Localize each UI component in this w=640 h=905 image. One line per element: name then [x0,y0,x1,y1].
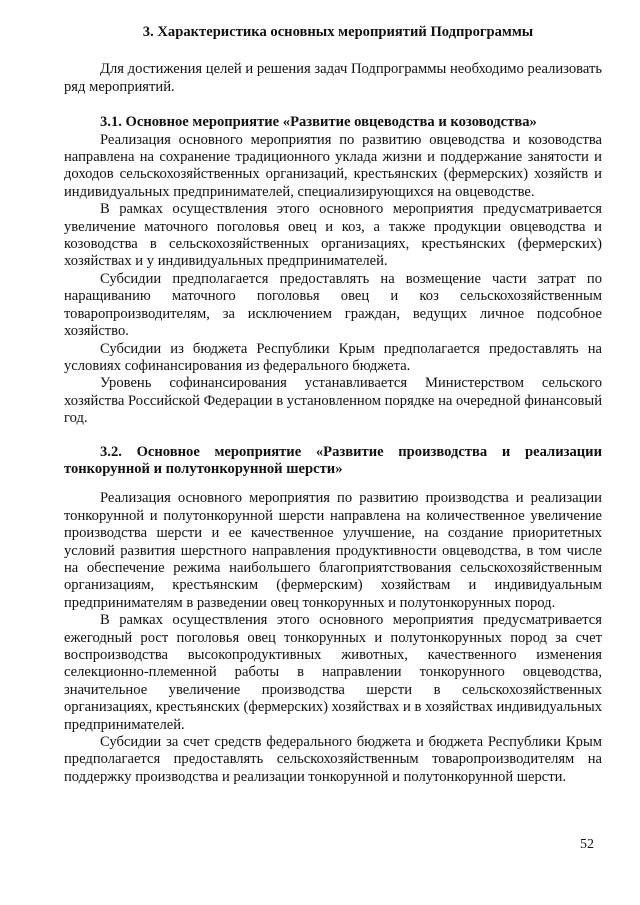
paragraph: Субсидии за счет средств федерального бюджета и бюджета Республики Крым предполагается предоставлять сельскохозяйственным товаропроизводителям на поддержку производства и реализации тонкорунной и полутонкорунной шерсти. [64,734,602,785]
paragraph: Субсидии из бюджета Республики Крым предполагается предоставлять на условиях софинансирования из федерального бюджета. [64,340,602,374]
spacer [64,478,602,490]
paragraph: Субсидии предполагается предоставлять на возмещение части затрат по наращиванию маточного поголовья овец и коз сельскохозяйственным товаропроизводителям, за исключением граждан, ведущих личное подсобное хозяйство. [64,270,602,340]
spacer [64,96,602,114]
paragraph: В рамках осуществления этого основного мероприятия предусматривается увеличение маточного поголовья овец и коз, а также продукции овцеводства и козоводства в сельскохозяйственных организациях, крестьянских (фермерских) хозяйствах и у индивидуальных предпринимателей. [64,201,602,270]
page-number: 52 [580,837,594,852]
subsection-title-3-2: 3.2. Основное мероприятие «Развитие производства и реализации тонкорунной и полутонкорунной шерсти» [64,443,602,477]
paragraph: В рамках осуществления этого основного мероприятия предусматривается ежегодный рост поголовья овец тонкорунных и полутонкорунных пород за счет воспроизводства высокопродуктивных животных, качественного изменения селекционно-племенной работы в направлении тонкорунного овцеводства, значительное увеличение производства шерсти в сельскохозяйственных организациях, крестьянских (фермерских) хозяйствах и в хозяйствах индивидуальных предпринимателей. [64,612,602,733]
paragraph: Реализация основного мероприятия по развитию овцеводства и козоводства направлена на сохранение традиционного уклада жизни и поддержание занятости и доходов сельскохозяйственных организаций, крестьянских (фермерских) хозяйств и индивидуальных предпринимателей, специализирующихся на овцеводстве. [64,131,602,200]
paragraph: Уровень софинансирования устанавливается Министерством сельского хозяйства Российской Федерации в установленном порядке на очередной финансовый год. [64,375,602,427]
section-heading: 3. Характеристика основных мероприятий Подпрограммы [142,24,534,40]
paragraph: Реализация основного мероприятия по развитию производства и реализации тонкорунной и полутонкорунной шерсти направлена на количественное увеличение производства шерсти и ее качественное улучшение, на создание приоритетных условий развития шерстного направления продуктивности овцеводства, в том числе на обеспечение режима наибольшего благоприятствования сельскохозяйственным организациям, крестьянским (фермерским) хозяйствам и индивидуальным предпринимателям в разведении овец тонкорунных и полутонкорунных пород. [64,490,602,611]
intro-paragraph: Для достижения целей и решения задач Подпрограммы необходимо реализовать ряд мероприятий. [64,61,602,95]
subsection-title-3-1: 3.1. Основное мероприятие «Развитие овцеводства и козоводства» [100,114,537,131]
spacer [64,428,602,444]
